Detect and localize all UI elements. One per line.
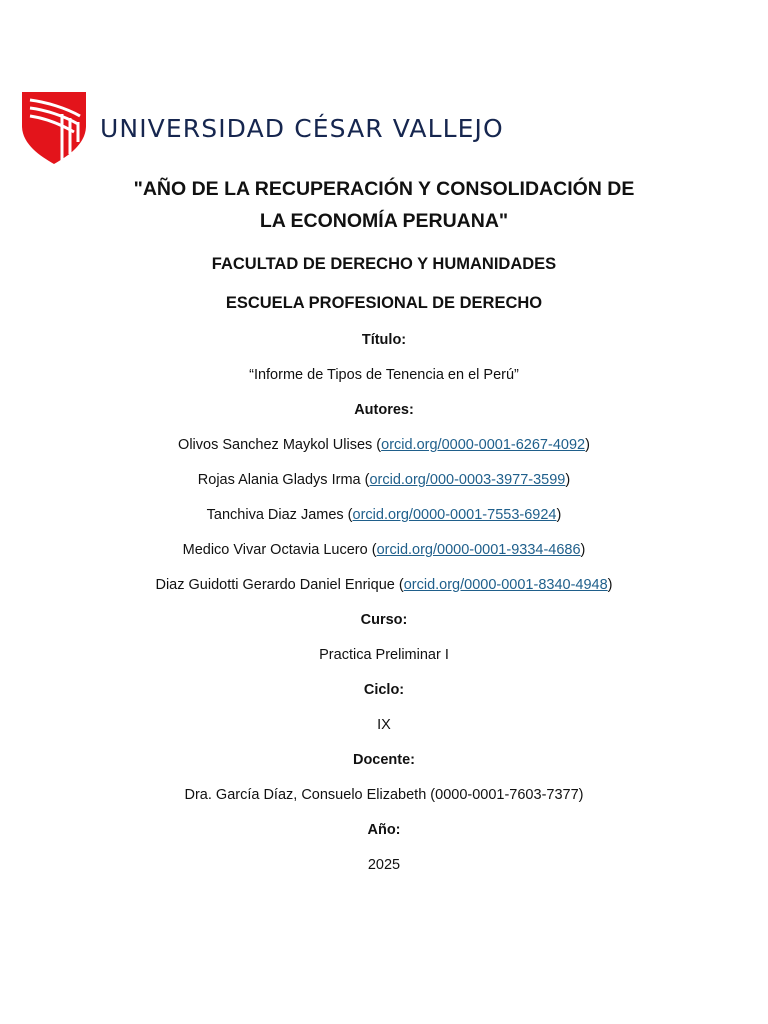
year-value: 2025	[367, 857, 401, 873]
university-logo	[22, 92, 86, 164]
authors-label: Autores:	[354, 402, 414, 418]
cycle-label: Ciclo:	[363, 682, 405, 698]
teacher-label: Docente:	[352, 752, 416, 768]
teacher-value: Dra. García Díaz, Consuelo Elizabeth (0000-0001-7603-7377)	[184, 787, 584, 803]
author-name: Rojas Alania Gladys Irma	[197, 472, 361, 488]
orcid-link[interactable]: orcid.org/0000-0001-6267-4092	[381, 437, 586, 453]
year-title-line-1: "AÑO DE LA RECUPERACIÓN Y CONSOLIDACIÓN DE	[133, 178, 635, 200]
orcid-link[interactable]: orcid.org/0000-0001-7553-6924	[352, 507, 557, 523]
title-label: Título:	[361, 332, 407, 348]
year-label: Año:	[367, 822, 401, 838]
university-name: UNIVERSIDAD CÉSAR VALLEJO	[100, 114, 504, 143]
author-name: Medico Vivar Octavia Lucero	[182, 542, 368, 558]
author-name: Olivos Sanchez Maykol Ulises	[178, 437, 373, 453]
course-value: Practica Preliminar I	[319, 647, 449, 663]
faculty-heading: FACULTAD DE DERECHO Y HUMANIDADES	[211, 255, 557, 273]
author-row: Medico Vivar Octavia Lucero (orcid.org/0000-0001-9334-4686)	[182, 542, 586, 558]
school-heading: ESCUELA PROFESIONAL DE DERECHO	[225, 294, 543, 312]
orcid-link[interactable]: orcid.org/0000-0001-9334-4686	[376, 542, 581, 558]
author-name: Diaz Guidotti Gerardo Daniel Enrique	[155, 577, 395, 593]
year-title-line-2: LA ECONOMÍA PERUANA"	[259, 210, 509, 232]
title-value: “Informe de Tipos de Tenencia en el Perú”	[249, 367, 519, 383]
author-row: Olivos Sanchez Maykol Ulises (orcid.org/0000-0001-6267-4092)	[178, 437, 590, 453]
author-row: Diaz Guidotti Gerardo Daniel Enrique (orcid.org/0000-0001-8340-4948)	[155, 577, 613, 593]
author-row: Tanchiva Diaz James (orcid.org/0000-0001-7553-6924)	[206, 507, 562, 523]
orcid-link[interactable]: orcid.org/0000-0001-8340-4948	[403, 577, 608, 593]
course-label: Curso:	[360, 612, 408, 628]
author-name: Tanchiva Diaz James	[206, 507, 344, 523]
author-row: Rojas Alania Gladys Irma (orcid.org/000-0003-3977-3599)	[197, 472, 571, 488]
shield-logo-icon	[22, 92, 86, 164]
orcid-link[interactable]: orcid.org/000-0003-3977-3599	[369, 472, 566, 488]
cycle-value: IX	[377, 717, 391, 733]
